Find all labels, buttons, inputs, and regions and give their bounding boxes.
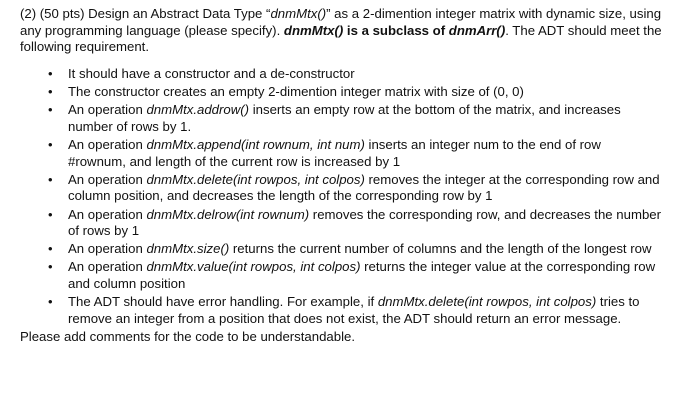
operation-signature: dnmMtx.value(int rowpos, int colpos) bbox=[146, 259, 361, 275]
requirement-text: returns the current number of columns and the length of the longest row bbox=[229, 241, 652, 257]
footer-note: Please add comments for the code to be understandable. bbox=[20, 329, 356, 345]
requirement-text: An operation bbox=[68, 171, 147, 187]
bullet-icon: • bbox=[48, 206, 53, 222]
bullet-icon: • bbox=[48, 171, 53, 187]
list-item bbox=[48, 241, 680, 258]
requirement-text: removes the integer at the corresponding row and column position, and decreases the length of the corresponding row by 1 bbox=[68, 171, 660, 204]
requirement-text: An operation bbox=[68, 241, 147, 257]
list-item bbox=[48, 259, 680, 292]
requirement-text: The ADT should have error handling. For example, if bbox=[68, 294, 378, 310]
operation-signature: dnmMtx.addrow() bbox=[146, 102, 250, 118]
list-item bbox=[48, 294, 680, 327]
list-item bbox=[48, 136, 680, 170]
list-item bbox=[48, 206, 680, 240]
bullet-icon: • bbox=[48, 294, 53, 310]
bullet-icon: • bbox=[48, 259, 53, 275]
operation-signature: dnmMtx.append(int rownum, int num) bbox=[146, 136, 365, 152]
bullet-icon: • bbox=[48, 65, 53, 81]
subclass-statement bbox=[284, 23, 505, 38]
question-intro bbox=[20, 6, 680, 56]
requirement-text: removes the corresponding row, and decreases the number of rows by 1 bbox=[68, 206, 662, 239]
operation-signature: dnmMtx.delete(int rowpos, int colpos) bbox=[146, 171, 365, 187]
list-item bbox=[48, 102, 680, 135]
intro-mid: ” as a 2-dimention integer matrix with dynamic size, using any programming language (please specify). bbox=[20, 6, 662, 38]
requirement-text: inserts an empty row at the bottom of the matrix, and increases number of rows by 1. bbox=[68, 102, 621, 134]
requirement-text: inserts an integer num to the end of row #rownum, and length of the current row is increased by 1 bbox=[68, 136, 601, 169]
subclass-text: is a subclass of bbox=[343, 22, 449, 38]
operation-signature: dnmMtx.size() bbox=[146, 241, 230, 257]
intro-suffix: . The ADT should meet the following requirement. bbox=[20, 22, 662, 55]
adt-name: dnmMtx() bbox=[270, 6, 327, 21]
requirement-text: An operation bbox=[68, 206, 147, 222]
bullet-icon: • bbox=[48, 241, 53, 257]
requirement-text: An operation bbox=[68, 259, 147, 275]
requirement-text: tries to remove an integer from a position that does not exist, the ADT should return an error message. bbox=[68, 294, 640, 326]
requirement-text: The constructor creates an empty 2-dimention integer matrix with size of (0, 0) bbox=[68, 83, 524, 99]
list-item bbox=[48, 171, 680, 205]
requirement-text: An operation bbox=[68, 102, 147, 118]
requirement-text: returns the integer value at the corresponding row and column position bbox=[68, 259, 656, 292]
bullet-icon: • bbox=[48, 136, 53, 152]
requirements-list bbox=[20, 66, 680, 328]
bullet-icon: • bbox=[48, 102, 53, 118]
list-item bbox=[48, 65, 680, 83]
operation-signature: dnmMtx.delrow(int rownum) bbox=[146, 206, 310, 222]
list-item bbox=[48, 83, 680, 101]
requirement-text: An operation bbox=[68, 136, 147, 152]
operation-signature: dnmMtx.delete(int rowpos, int colpos) bbox=[377, 294, 597, 310]
bullet-icon: • bbox=[48, 83, 53, 99]
superclass-name: dnmArr() bbox=[448, 22, 506, 38]
subclass-name: dnmMtx() bbox=[283, 22, 344, 38]
requirement-text: It should have a constructor and a de-constructor bbox=[68, 65, 355, 81]
intro-prefix: (2) (50 pts) Design an Abstract Data Type “ bbox=[20, 6, 271, 21]
